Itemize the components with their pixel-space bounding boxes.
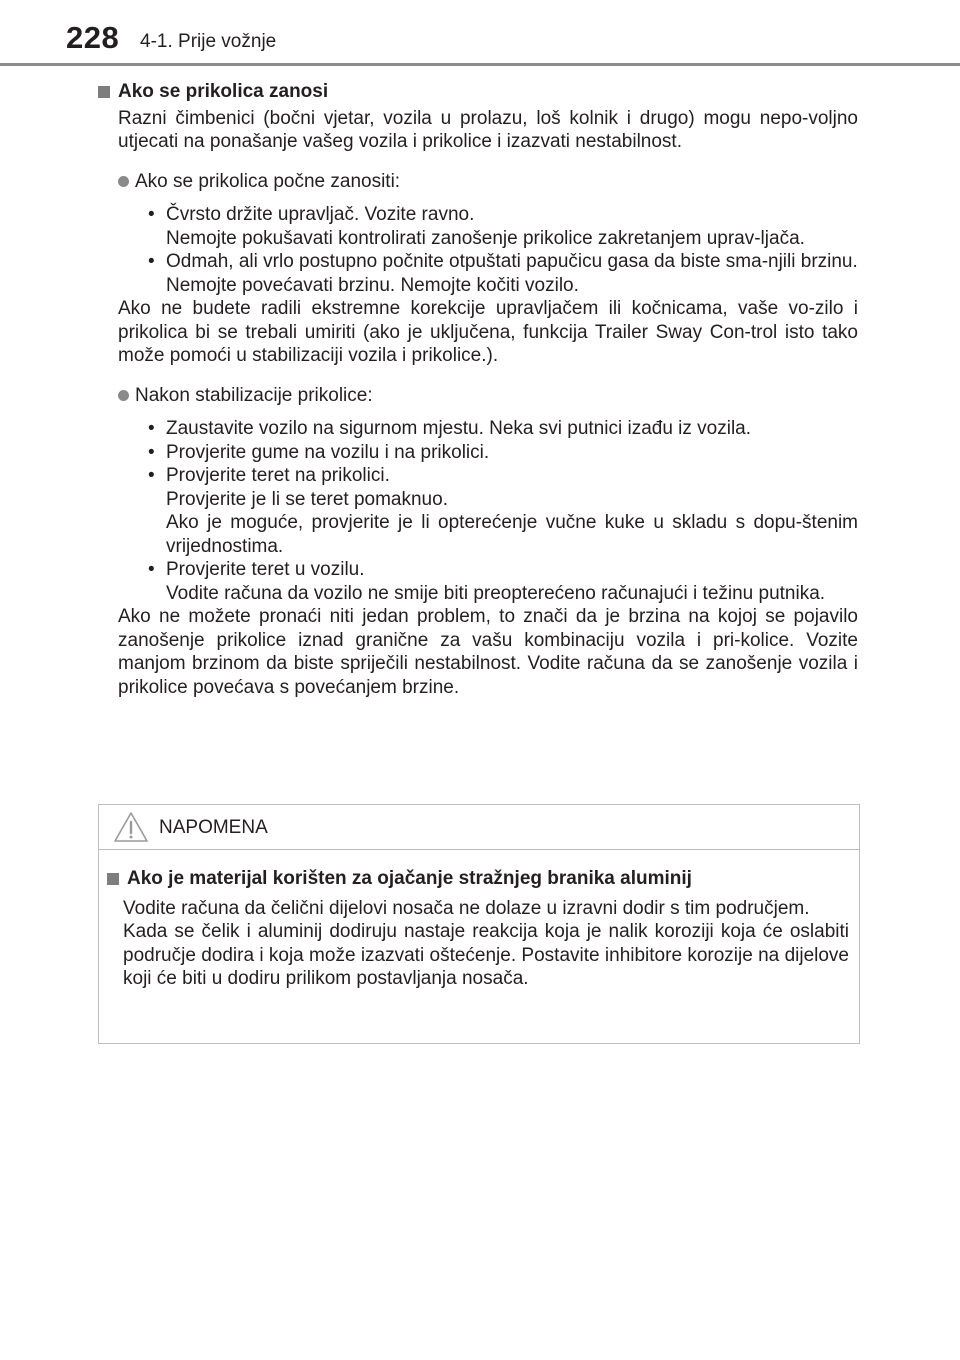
page-header: [0, 0, 960, 66]
list-item: [148, 250, 858, 297]
main-content: [98, 80, 858, 699]
list-item: [148, 441, 858, 465]
group2-after-paragraph: Ako ne možete pronaći niti jedan problem, to znači da je brzina na kojoj se pojavilo zanošenje prikolice iznad granične za vašu kombinaciju vozila i pri-kolice. Vozite manjom brzinom da biste spriječili nestabilnost. Vodite računa da se zanošenje vozila i prikolice povećava s povećanjem brzine.: [118, 606, 858, 698]
square-bullet-icon: [107, 873, 119, 885]
list-item: [148, 203, 858, 250]
section-title: 4-1. Prije vožnje: [140, 31, 277, 52]
list-item-sub: Nemojte povećavati brzinu. Nemojte kočiti vozilo.: [166, 274, 579, 296]
note-title: NAPOMENA: [159, 817, 268, 838]
list-item: [148, 464, 858, 558]
warning-triangle-icon: [113, 811, 149, 843]
group2-lead: [118, 384, 858, 408]
group2-list: [118, 417, 858, 605]
circle-bullet-icon: [118, 176, 129, 187]
list-item-sub: Vodite računa da vozilo ne smije biti preopterećeno računajući i težinu putnika.: [166, 582, 826, 604]
list-item-main: Zaustavite vozilo na sigurnom mjestu. Neka svi putnici izađu iz vozila.: [166, 418, 752, 439]
note-text: [107, 897, 849, 991]
circle-bullet-icon: [118, 390, 129, 401]
note-heading: [107, 867, 849, 891]
group1-after-paragraph: Ako ne budete radili ekstremne korekcije upravljačem ili kočnicama, vaše vo-zilo i prikolica bi se trebali umiriti (ako je uključena, funkcija Trailer Sway Con-trol isto tako može pomoći u stabilizaciji vozila i prikolice.).: [118, 298, 858, 366]
note-heading-text: Ako je materijal korišten za ojačanje stražnjeg branika aluminij: [127, 868, 692, 889]
note-box: [98, 804, 860, 1044]
list-item-main: Provjerite teret u vozilu.: [166, 559, 365, 580]
list-item-sub: Provjerite je li se teret pomaknuo.: [166, 488, 448, 510]
intro-paragraph: Razni čimbenici (bočni vjetar, vozila u prolazu, loš kolnik i drugo) mogu nepo-voljno utjecati na ponašanje vašeg vozila i prikolice i izazvati nestabilnost.: [118, 107, 858, 152]
group2-lead-text: Nakon stabilizacije prikolice:: [135, 384, 373, 406]
list-item-main: Provjerite teret na prikolici.: [166, 465, 390, 486]
note-paragraph-2: Kada se čelik i aluminij dodiruju nastaje reakcija koja je nalik koroziji koja će oslabiti područje dodira i koja može izazvati oštećenje. Postavite inhibitore korozije na dijelove koji će biti u dodiru prilikom postavljanja nosača.: [123, 921, 849, 989]
list-item-main: Čvrsto držite upravljač. Vozite ravno.: [166, 204, 475, 225]
header-rule: [0, 63, 960, 66]
group1-lead-text: Ako se prikolica počne zanositi:: [135, 170, 401, 192]
list-item-main: Odmah, ali vrlo postupno počnite otpuštati papučicu gasa da biste sma-njili brzinu.: [166, 251, 858, 272]
note-paragraph-1: Vodite računa da čelični dijelovi nosača ne dolaze u izravni dodir s tim područjem.: [123, 897, 810, 919]
section-heading-text: Ako se prikolica zanosi: [118, 81, 329, 102]
note-header: [99, 805, 859, 850]
list-item-sub: Ako je moguće, provjerite je li opterećenje vučne kuke u skladu s dopu-štenim vrijednostima.: [166, 512, 858, 557]
square-bullet-icon: [98, 86, 110, 98]
list-item: [148, 558, 858, 605]
list-item: [148, 417, 858, 441]
list-item-sub: Nemojte pokušavati kontrolirati zanošenje prikolice zakretanjem uprav-ljača.: [166, 227, 805, 249]
note-body: [107, 867, 849, 991]
group1-list: [118, 203, 858, 297]
group1-lead: [118, 170, 858, 194]
list-item-main: Provjerite gume na vozilu i na prikolici.: [166, 441, 490, 463]
section-body: [98, 107, 858, 700]
section-heading: [98, 80, 858, 104]
page-number: 228: [66, 20, 120, 55]
